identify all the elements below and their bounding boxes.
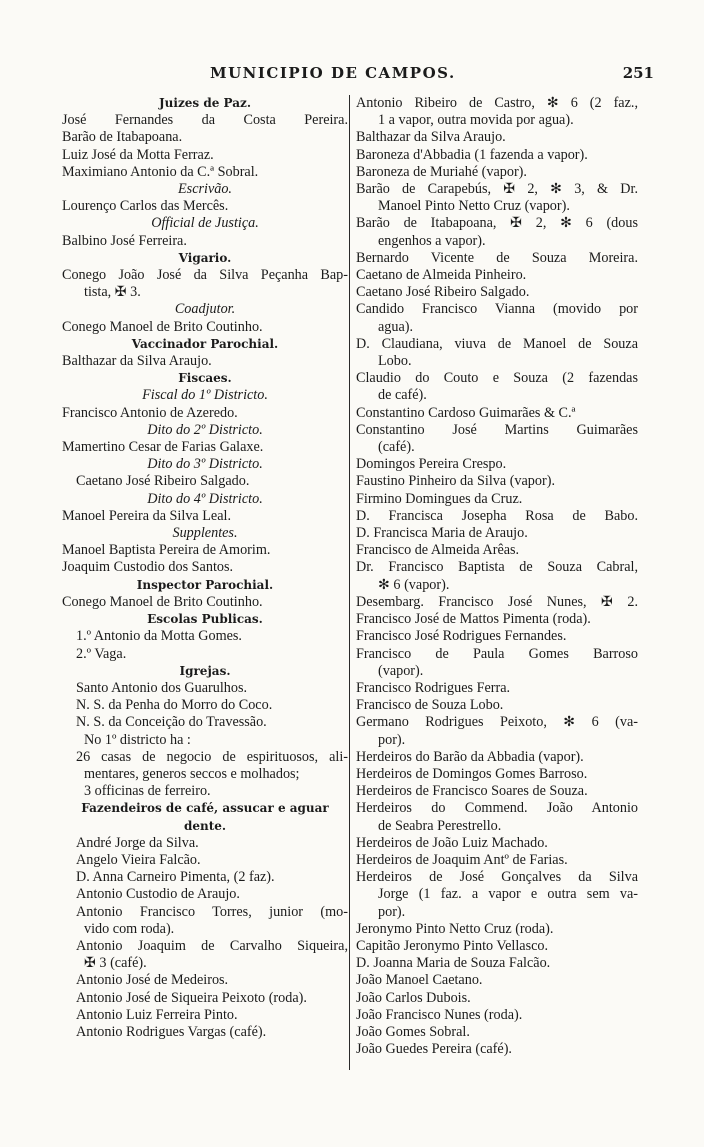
- left-line: André Jorge da Silva.: [76, 834, 199, 851]
- left-line: Escolas Publicas.: [147, 612, 263, 627]
- right-line: Barão de Carapebús, ✠ 2, ✻ 3, & Dr.: [356, 181, 638, 198]
- left-line: Balthazar da Silva Araujo.: [62, 353, 212, 370]
- left-line: Balbino José Ferreira.: [62, 232, 187, 249]
- left-line: Vigario.: [178, 250, 232, 265]
- left-line: tista, ✠ 3.: [84, 284, 141, 301]
- right-line: Jeronymo Pinto Netto Cruz (roda).: [356, 920, 554, 937]
- left-line: Official de Justiça.: [151, 215, 259, 232]
- left-line: Conego Manoel de Brito Coutinho.: [62, 593, 263, 610]
- right-line: Antonio Ribeiro de Castro, ✻ 6 (2 faz.,: [356, 95, 638, 111]
- left-line: Manoel Baptista Pereira de Amorim.: [62, 542, 271, 559]
- left-line: Coadjutor.: [174, 301, 236, 318]
- right-line: por).: [378, 731, 406, 748]
- left-line: Escrivão.: [178, 181, 232, 198]
- right-line: Herdeiros de Francisco Soares de Souza.: [356, 783, 588, 800]
- running-header: [62, 64, 662, 86]
- right-line: Desembarg. Francisco José Nunes, ✠ 2.: [356, 593, 638, 610]
- right-line: Balthazar da Silva Araujo.: [356, 129, 506, 146]
- left-line: 3 officinas de ferreiro.: [84, 783, 211, 800]
- page-number: 251: [622, 64, 654, 82]
- right-line: Baroneza de Muriahé (vapor).: [356, 163, 527, 180]
- left-line: mentares, generos seccos e molhados;: [84, 765, 300, 782]
- right-line: de café).: [378, 387, 427, 404]
- right-line: Manoel Pinto Netto Cruz (vapor).: [378, 198, 570, 215]
- left-line: Francisco Antonio de Azeredo.: [62, 404, 238, 421]
- left-line: Antonio Luiz Ferreira Pinto.: [76, 1006, 238, 1023]
- left-line: Inspector Parochial.: [136, 577, 274, 592]
- left-line: Dito do 3º Districto.: [147, 456, 263, 473]
- left-line: Joaquim Custodio dos Santos.: [62, 559, 234, 576]
- left-line: Dito do 4º Districto.: [147, 490, 263, 507]
- right-line: D. Francisca Maria de Araujo.: [356, 525, 528, 542]
- left-line: vido com roda).: [84, 920, 175, 937]
- left-line: Mamertino Cesar de Farias Galaxe.: [62, 439, 264, 456]
- left-line: D. Anna Carneiro Pimenta, (2 faz).: [76, 869, 275, 886]
- right-line: João Gomes Sobral.: [356, 1023, 470, 1040]
- right-line: Constantino Cardoso Guimarães & C.ª: [356, 404, 576, 421]
- right-line: 1 a vapor, outra movida por agua).: [378, 112, 574, 129]
- right-line: Francisco de Paula Gomes Barroso: [356, 645, 638, 662]
- right-line: Claudio do Couto e Souza (2 fazendas: [356, 370, 638, 387]
- right-line: Francisco José Rodrigues Fernandes.: [356, 628, 567, 645]
- left-line: Antonio Francisco Torres, junior (mo-: [76, 903, 348, 920]
- right-line: agua).: [378, 318, 414, 335]
- right-line: Constantino José Martins Guimarães: [356, 421, 638, 438]
- left-line: Antonio Custodio de Araujo.: [76, 886, 240, 903]
- left-line: 1.º Antonio da Motta Gomes.: [76, 628, 242, 645]
- left-line: No 1º districto ha :: [84, 731, 191, 748]
- right-line: Caetano José Ribeiro Salgado.: [356, 284, 530, 301]
- left-line: Barão de Itabapoana.: [62, 129, 183, 146]
- left-line: Lourenço Carlos das Mercês.: [62, 198, 229, 215]
- left-line: Antonio Joaquim de Carvalho Siqueira,: [76, 937, 348, 954]
- right-line: Francisco Rodrigues Ferra.: [356, 679, 511, 696]
- left-line: Juizes de Paz.: [158, 96, 251, 110]
- right-line: (vapor).: [378, 662, 424, 679]
- left-line: Santo Antonio dos Guarulhos.: [76, 679, 248, 696]
- right-line: Domingos Pereira Crespo.: [356, 456, 507, 473]
- left-line: Maximiano Antonio da C.ª Sobral.: [62, 163, 259, 180]
- left-line: Fiscal do 1º Districto.: [142, 387, 268, 404]
- right-line: Herdeiros do Commend. João Antonio: [356, 800, 638, 817]
- page-title: MUNICIPIO DE CAMPOS.: [210, 64, 456, 82]
- left-line: Angelo Vieira Falcão.: [76, 851, 201, 868]
- right-line: Francisco José de Mattos Pimenta (roda).: [356, 611, 591, 628]
- right-line: Jorge (1 faz. a vapor e outra sem va-: [378, 886, 638, 903]
- right-line: Barão de Itabapoana, ✠ 2, ✻ 6 (dous: [356, 215, 638, 232]
- right-line: João Carlos Dubois.: [356, 989, 471, 1006]
- left-line: 26 casas de negocio de espirituosos, ali-: [76, 748, 348, 765]
- right-line: Herdeiros do Barão da Abbadia (vapor).: [356, 748, 584, 765]
- left-line: 2.º Vaga.: [76, 645, 127, 662]
- left-line: Manoel Pereira da Silva Leal.: [62, 507, 232, 524]
- left-line: N. S. da Conceição do Travessão.: [76, 714, 267, 731]
- right-line: D. Francisca Josepha Rosa de Babo.: [356, 507, 638, 524]
- right-line: João Guedes Pereira (café).: [356, 1041, 512, 1058]
- left-line: Fazendeiros de café, assucar e aguar: [81, 801, 329, 816]
- right-line: Capitão Jeronymo Pinto Vellasco.: [356, 937, 549, 954]
- left-line: ✠ 3 (café).: [84, 955, 147, 972]
- left-line: Caetano José Ribeiro Salgado.: [76, 473, 250, 490]
- right-line: Herdeiros de José Gonçalves da Silva: [356, 869, 638, 886]
- right-column: [356, 95, 638, 1058]
- right-line: por).: [378, 903, 406, 920]
- right-line: engenhos a vapor).: [378, 232, 486, 249]
- left-line: dente.: [183, 818, 227, 833]
- right-line: Bernardo Vicente de Souza Moreira.: [356, 249, 638, 266]
- right-line: Herdeiros de Domingos Gomes Barroso.: [356, 765, 588, 782]
- left-line: Dito do 2º Districto.: [147, 421, 263, 438]
- right-line: D. Joanna Maria de Souza Falcão.: [356, 955, 551, 972]
- right-line: Francisco de Almeida Arêas.: [356, 542, 520, 559]
- right-line: Dr. Francisco Baptista de Souza Cabral,: [356, 559, 638, 576]
- right-line: Caetano de Almeida Pinheiro.: [356, 267, 527, 284]
- left-line: Luiz José da Motta Ferraz.: [62, 146, 214, 163]
- right-line: D. Claudiana, viuva de Manoel de Souza: [356, 335, 638, 352]
- right-line: Lobo.: [378, 353, 412, 370]
- right-line: Herdeiros de Joaquim Antº de Farias.: [356, 851, 568, 868]
- left-line: Antonio José de Siqueira Peixoto (roda).: [76, 989, 307, 1006]
- left-line: Antonio José de Medeiros.: [76, 972, 229, 989]
- column-divider: [349, 95, 350, 1070]
- right-line: ✻ 6 (vapor).: [378, 576, 450, 593]
- left-line: Fiscaes.: [178, 371, 232, 386]
- left-line: Antonio Rodrigues Vargas (café).: [76, 1023, 267, 1040]
- left-column: [62, 95, 348, 1041]
- left-line: Igrejas.: [179, 663, 231, 678]
- left-line: Vaccinador Parochial.: [131, 336, 279, 351]
- right-line: (café).: [378, 439, 415, 456]
- right-line: Herdeiros de João Luiz Machado.: [356, 834, 548, 851]
- right-line: de Seabra Perestrello.: [378, 817, 502, 834]
- right-line: João Manoel Caetano.: [356, 972, 483, 989]
- left-line: Supplentes.: [172, 525, 238, 542]
- left-line: José Fernandes da Costa Pereira.: [62, 112, 348, 129]
- right-line: Baroneza d'Abbadia (1 fazenda a vapor).: [356, 146, 588, 163]
- left-line: Conego João José da Silva Peçanha Bap-: [62, 267, 348, 284]
- right-line: Germano Rodrigues Peixoto, ✻ 6 (va-: [356, 714, 638, 731]
- left-line: Conego Manoel de Brito Coutinho.: [62, 318, 263, 335]
- right-line: Faustino Pinheiro da Silva (vapor).: [356, 473, 555, 490]
- right-line: Candido Francisco Vianna (movido por: [356, 301, 638, 318]
- left-line: N. S. da Penha do Morro do Coco.: [76, 697, 273, 714]
- right-line: Firmino Domingues da Cruz.: [356, 490, 523, 507]
- right-line: Francisco de Souza Lobo.: [356, 697, 504, 714]
- right-line: João Francisco Nunes (roda).: [356, 1006, 523, 1023]
